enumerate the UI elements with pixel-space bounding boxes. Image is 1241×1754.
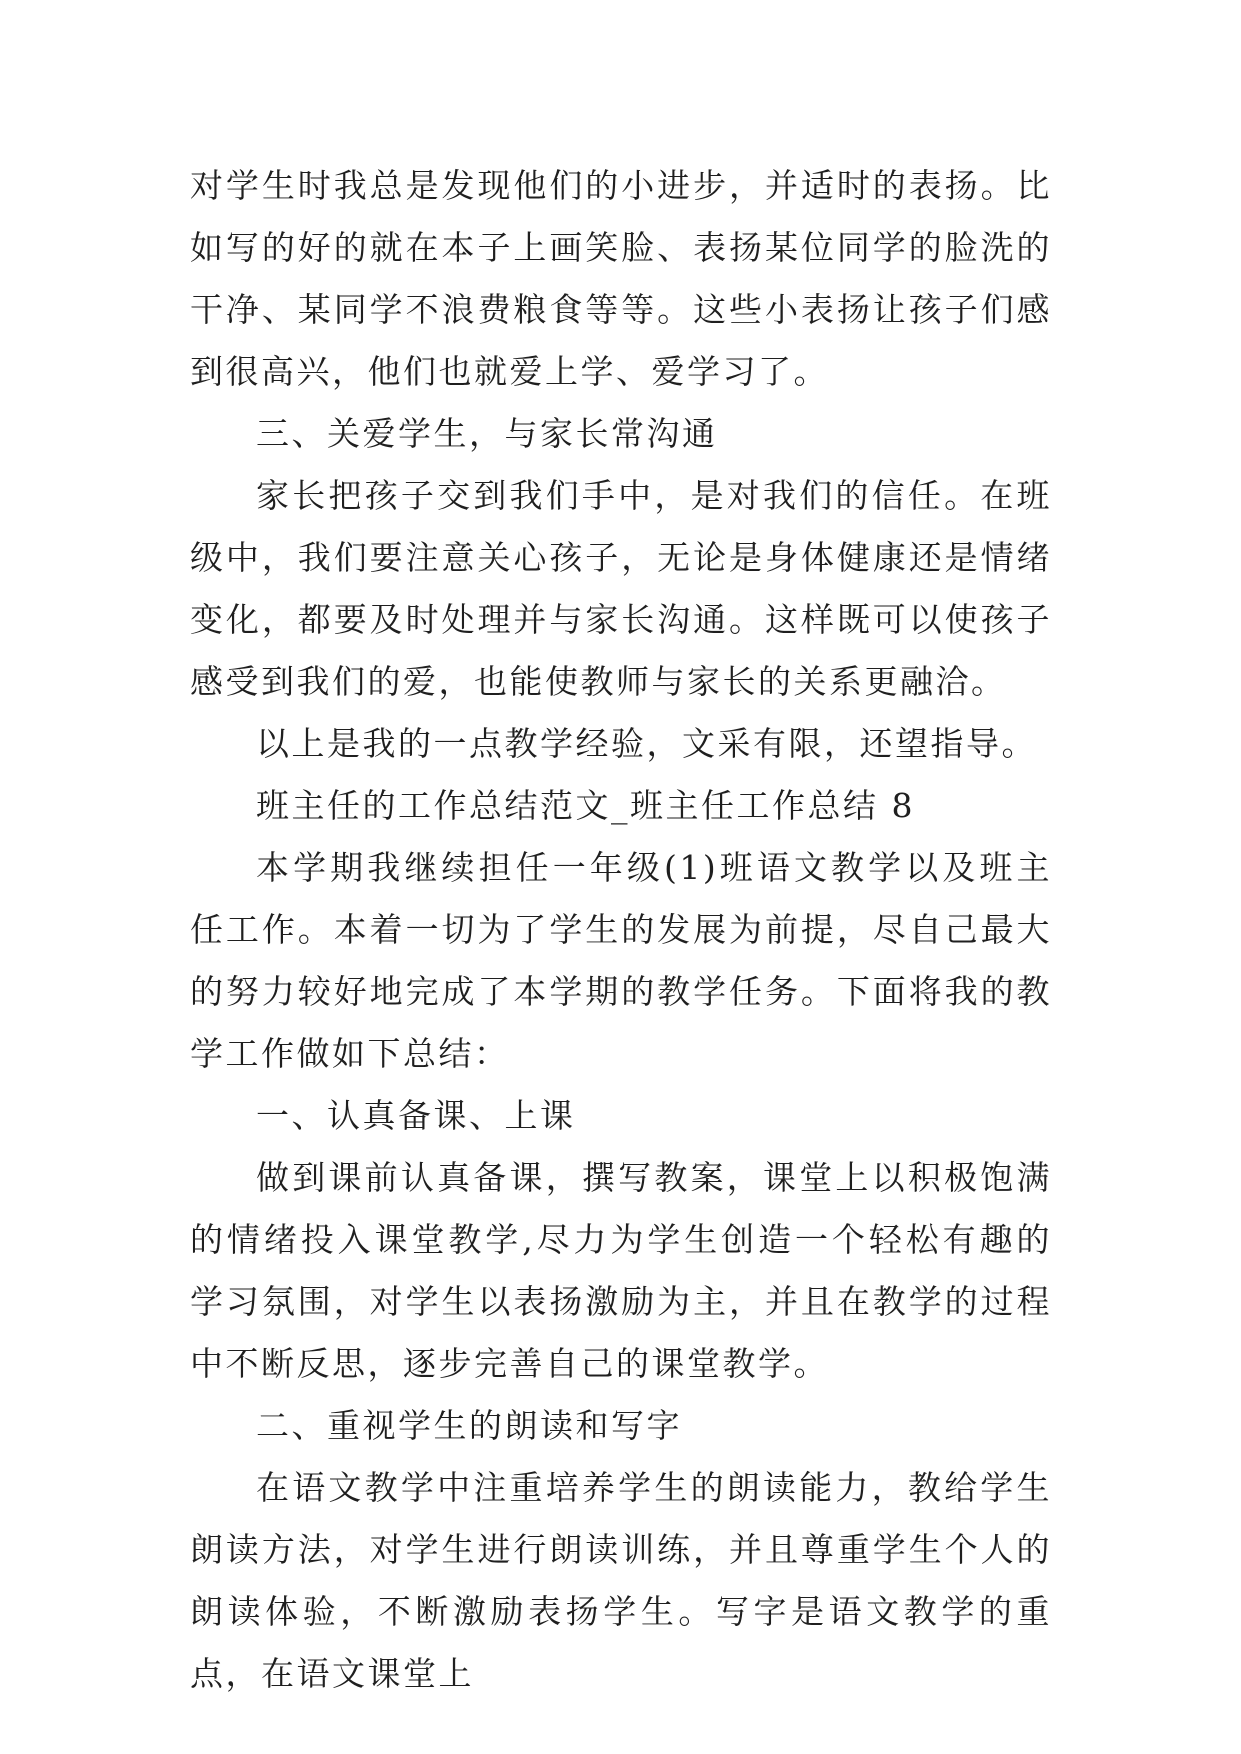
body-paragraph: 家长把孩子交到我们手中，是对我们的信任。在班级中，我们要注意关心孩子，无论是身体健康还是情绪变化，都要及时处理并与家长沟通。这样既可以使孩子感受到我们的爱，也能使教师与家长的关系更融洽。 — [190, 476, 1052, 701]
document-body — [190, 155, 1052, 1705]
body-paragraph: 在语文教学中注重培养学生的朗读能力，教给学生朗读方法，对学生进行朗读训练，并且尊重学生个人的朗读体验，不断激励表扬学生。写字是语文教学的重点，在语文课堂上 — [190, 1468, 1052, 1693]
section-heading: 二、重视学生的朗读和写字 — [256, 1406, 682, 1445]
body-paragraph: 对学生时我总是发现他们的小进步，并适时的表扬。比如写的好的就在本子上画笑脸、表扬某位同学的脸洗的干净、某同学不浪费粮食等等。这些小表扬让孩子们感到很高兴，他们也就爱上学、爱学习了。 — [190, 166, 1052, 391]
article-title: 班主任的工作总结范文_班主任工作总结 8 — [256, 786, 915, 825]
body-paragraph: 做到课前认真备课，撰写教案，课堂上以积极饱满的情绪投入课堂教学,尽力为学生创造一个轻松有趣的学习氛围，对学生以表扬激励为主，并且在教学的过程中不断反思，逐步完善自己的课堂教学。 — [190, 1158, 1052, 1383]
body-paragraph: 本学期我继续担任一年级(1)班语文教学以及班主任工作。本着一切为了学生的发展为前提，尽自己最大的努力较好地完成了本学期的教学任务。下面将我的教学工作做如下总结： — [190, 848, 1052, 1073]
section-heading: 一、认真备课、上课 — [256, 1096, 576, 1135]
section-heading: 三、关爱学生，与家长常沟通 — [256, 414, 718, 453]
body-paragraph: 以上是我的一点教学经验，文采有限，还望指导。 — [256, 724, 1037, 763]
